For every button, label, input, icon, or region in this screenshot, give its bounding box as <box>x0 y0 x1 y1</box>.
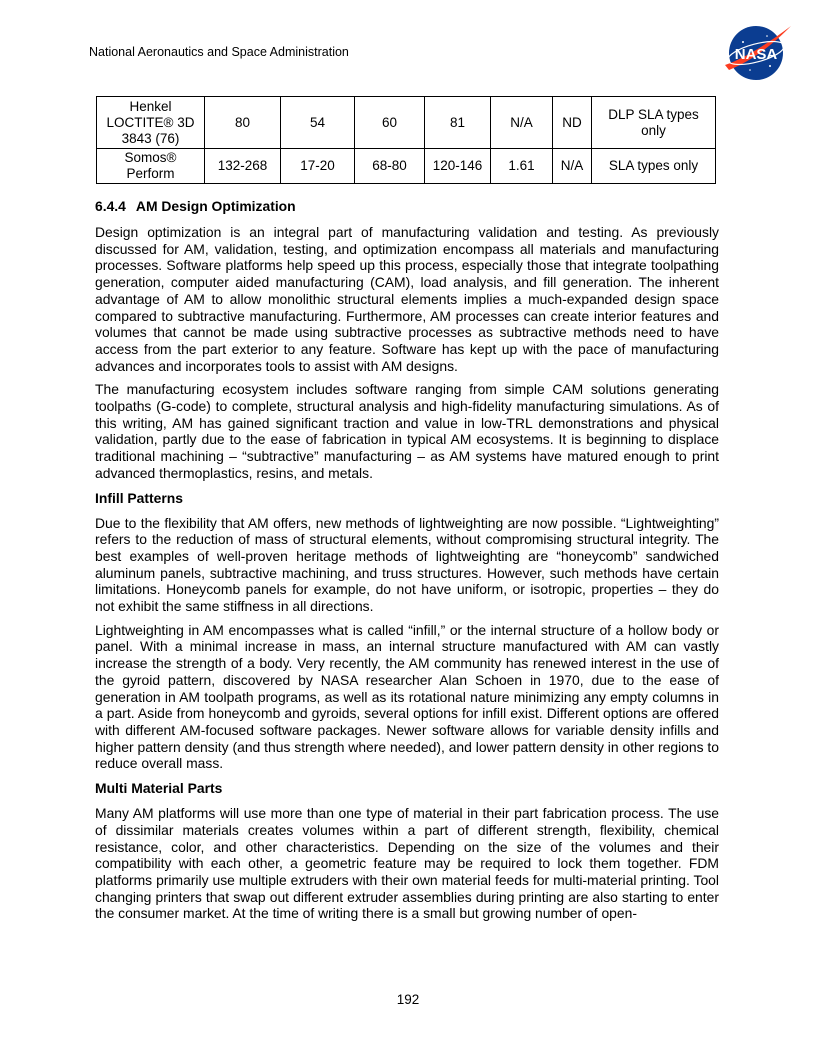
table-cell: SLA types only <box>592 149 716 184</box>
table-cell: 81 <box>425 97 491 149</box>
table-cell: 1.61 <box>491 149 553 184</box>
table-cell: 120-146 <box>425 149 491 184</box>
section-title: AM Design Optimization <box>135 198 296 214</box>
paragraph: Design optimization is an integral part of manufacturing validation and testing. As previously discussed for AM, validation, testing, and optimization encompass all materials and manufacturing processes. Software platforms help speed up this process, especially those that integrate toolpathing generation, computer aided manufacturing (CAM), load analysis, and fill generation. The inherent advantage of AM to allow monolithic structural elements implies a much-expanded design space compared to subtractive manufacturing. Furthermore, AM processes can create interior features and volumes that cannot be made using subtractive processes as subtractive methods need to have access from the part exterior to any feature. Software has kept up with the pace of manufacturing advances and incorporates tools to assist with AM designs. <box>95 224 719 374</box>
table-cell: DLP SLA types only <box>592 97 716 149</box>
table-cell: 80 <box>205 97 281 149</box>
table-cell: Henkel LOCTITE® 3D 3843 (76) <box>97 97 205 149</box>
nasa-logo <box>723 22 793 84</box>
paragraph: Many AM platforms will use more than one type of material in their part fabrication process. The use of dissimilar materials creates volumes within a part of different strength, flexibility, chemical resistance, color, and other characteristics. Depending on the size of the volumes and their compatibility with each other, a geometric feature may be required to lock them together. FDM platforms primarily use multiple extruders with their own material feeds for multi-material printing. Tool changing printers that swap out different extruder assemblies during printing are also starting to enter the consumer market. At the time of writing there is a small but growing number of open- <box>95 805 719 922</box>
document-body <box>95 197 719 929</box>
page-number: 192 <box>396 992 420 1007</box>
table-row <box>97 149 716 184</box>
subheading-multi-material-parts: Multi Material Parts <box>95 780 223 797</box>
table-cell: N/A <box>553 149 592 184</box>
section-number: 6.4.4 <box>95 198 126 214</box>
table-cell: ND <box>553 97 592 149</box>
table-cell: 60 <box>355 97 425 149</box>
header-org-name: National Aeronautics and Space Administration <box>89 45 349 59</box>
table-cell: 68-80 <box>355 149 425 184</box>
material-properties-table <box>96 96 716 184</box>
paragraph: The manufacturing ecosystem includes software ranging from simple CAM solutions generating toolpaths (G-code) to complete, structural analysis and high-fidelity manufacturing simulations. As of this writing, AM has gained significant traction and value in low-TRL demonstrations and physical validation, partly due to the ease of fabrication in typical AM ecosystems. It is beginning to displace traditional machining – “subtractive” manufacturing – as AM systems have matured enough to print advanced thermoplastics, resins, and metals. <box>95 381 719 481</box>
paragraph: Due to the flexibility that AM offers, new methods of lightweighting are now possible. “Lightweighting” refers to the reduction of mass of structural elements, without compromising structural integrity. The best examples of well-proven heritage methods of lightweighting are “honeycomb” sandwiched aluminum panels, subtractive machining, and truss structures. However, such methods have certain limitations. Honeycomb panels for example, do not have uniform, or isotropic, properties – they do not exhibit the same stiffness in all directions. <box>95 514 719 615</box>
table-cell: 132-268 <box>205 149 281 184</box>
paragraph: Lightweighting in AM encompasses what is called “infill,” or the internal structure of a hollow body or panel. With a minimal increase in mass, an internal structure manufactured with AM can vastly increase the strength of a body. Very recently, the AM community has renewed interest in the use of the gyroid pattern, discovered by NASA researcher Alan Schoen in 1970, due to the ease of generation in AM toolpath programs, as well as its rotational nature minimizing any empty columns in a part. Aside from honeycomb and gyroids, several options for infill exist. Different options are offered with different AM-focused software packages. Newer software allows for variable density infills and higher pattern density (and thus strength where needed), and lower pattern density in other regions to reduce overall mass. <box>95 621 719 772</box>
subheading-infill-patterns: Infill Patterns <box>95 489 183 506</box>
table-cell: Somos® Perform <box>97 149 205 184</box>
table-cell: 17-20 <box>281 149 355 184</box>
nasa-logo-text: NASA <box>734 46 778 63</box>
table-row <box>97 97 716 149</box>
table-cell: N/A <box>491 97 553 149</box>
section-heading <box>95 197 719 215</box>
table-cell: 54 <box>281 97 355 149</box>
